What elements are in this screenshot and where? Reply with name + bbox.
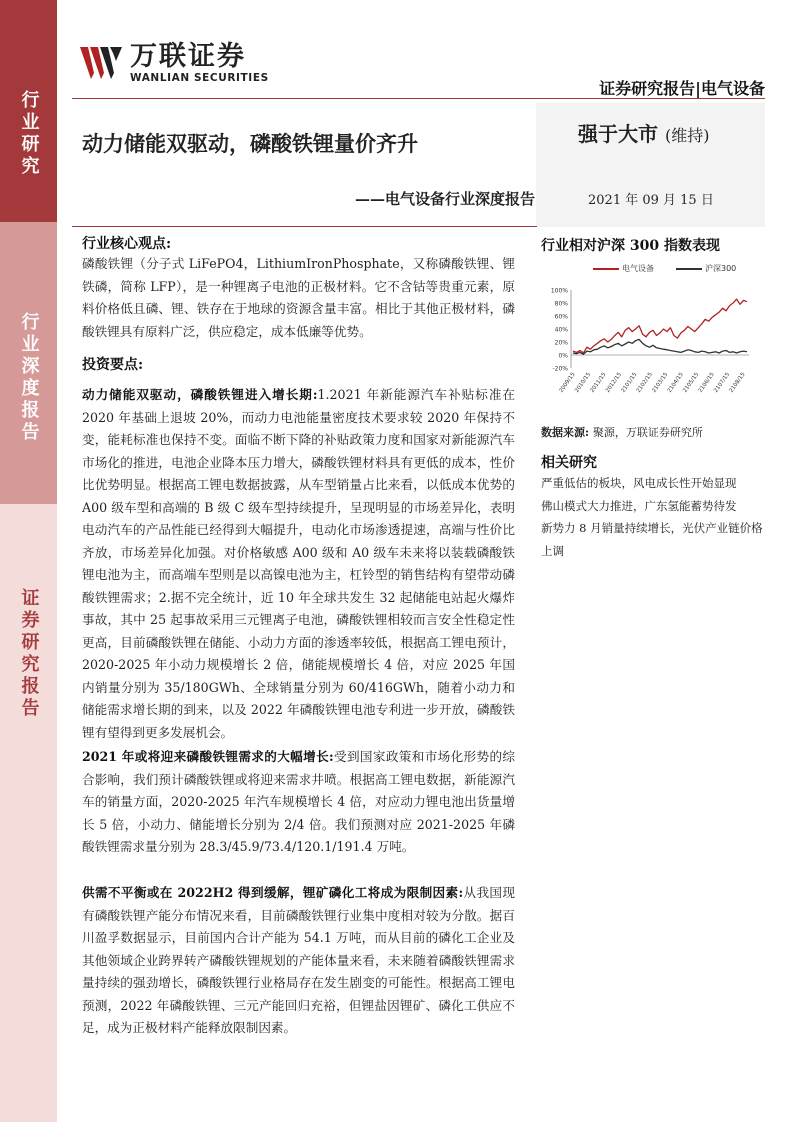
related-item[interactable]: 严重低估的板块，风电成长性开始显现 bbox=[541, 476, 737, 490]
header-divider bbox=[72, 98, 765, 99]
sidebar-report-type bbox=[0, 222, 57, 504]
related-item[interactable]: 佛山模式大力推进，广东氢能蓄势待发 bbox=[541, 498, 737, 513]
legend-item bbox=[593, 263, 654, 274]
title-divider bbox=[72, 226, 537, 227]
y-tick-label: 60% bbox=[554, 313, 568, 321]
point-text: 从我国现有磷酸铁锂产能分布情况来看，目前磷酸铁锂行业集中度相对较为分散。据百川盈孚数据显示，目前国内合计产能为 54.1 万吨，而从目前的磷化工企业及其他领域企业跨界转产磷酸铁锂规划的产能体量来看，未来随着磷酸铁锂需求量持续的强劲增长，磷酸铁锂行业格局存在发生剧变的可能性。根据高工锂电预测，2022 年磷酸铁锂、三元产能回归充裕，但锂盐因锂矿、磷化工供应不足，成为正极材料产能释放限制因素。 bbox=[82, 885, 515, 1035]
point-title: 动力储能双驱动，磷酸铁锂进入增长期: bbox=[82, 387, 318, 402]
page-subtitle: ——电气设备行业深度报告 bbox=[354, 190, 535, 208]
x-tick-label: 2103/15 bbox=[651, 371, 670, 394]
legend-swatch-icon bbox=[593, 268, 619, 270]
y-tick-label: 80% bbox=[554, 300, 568, 308]
core-view-text: 磷酸铁锂（分子式 LiFePO4，LithiumIronPhosphate，又称磷酸铁锂、锂铁磷，简称 LFP），是一种锂离子电池的正极材料。它不含钴等贵重元素，原料价格低且磷、锂、铁存在于地球的资源含量丰富。相比于其他正极材料，磷酸铁锂具有原料广泛，供应稳定，成本低廉等优势。 bbox=[82, 256, 515, 339]
source-text: 聚源，万联证券研究所 bbox=[592, 426, 703, 439]
x-tick-label: 2012/15 bbox=[604, 371, 624, 394]
related-item[interactable]: 上调 bbox=[541, 543, 564, 558]
legend-label: 电气设备 bbox=[622, 264, 654, 273]
series-line-电气设备 bbox=[573, 299, 747, 353]
x-tick-label: 2011/15 bbox=[589, 371, 608, 394]
investment-heading: 投资要点: bbox=[82, 357, 144, 373]
y-tick-label: 0% bbox=[558, 352, 568, 360]
investment-point-3 bbox=[82, 882, 515, 1040]
point-title: 2021 年或将迎来磷酸铁锂需求的大幅增长: bbox=[82, 749, 334, 764]
page-title: 动力储能双驱动，磷酸铁锂量价齐升 bbox=[82, 131, 418, 156]
investment-section bbox=[82, 354, 515, 374]
logo-english: WANLIAN SECURITIES bbox=[130, 72, 269, 84]
sidebar bbox=[0, 0, 57, 1122]
sidebar-securities-research bbox=[0, 504, 57, 1122]
rating-label: 强于大市 bbox=[578, 122, 658, 146]
legend-swatch-icon bbox=[676, 268, 702, 270]
chart-source bbox=[541, 424, 769, 440]
core-view-heading: 行业核心观点: bbox=[82, 236, 172, 252]
y-tick-label: 100% bbox=[550, 287, 568, 295]
rating bbox=[578, 118, 709, 147]
related-heading: 相关研究 bbox=[541, 455, 597, 471]
x-tick-label: 2108/15 bbox=[728, 371, 747, 394]
sidebar-industry-research bbox=[0, 0, 57, 222]
point-text: 1.2021 年新能源汽车补贴标准在 2020 年基础上退坡 20%，而动力电池能量密度技术要求较 2020 年保持不变，能耗标准也保持不变。面临不断下降的补贴政策力度和国家对新能源汽车市场化的推进，电池企业降本压力增大，磷酸铁锂材料具有更低的成本，性价比优势明显。根据高工锂电数据披露，从车型销量占比来看，以低成本优势的 A00 级车型和高端的 B 级 C 级车型持续提升，呈现明显的市场差异化，表明电动汽车的产品性能已经得到大幅提升，电动化市场渗透提速，高端与性价比齐放，市场差异化加强。对价格敏感 A00 级和 A0 级车未来将以装载磷酸铁锂电池为主，而高端车型则是以高镍电池为主，杠铃型的销售结构有望带动磷酸铁锂需求；2.据不完全统计，近 10 年全球共发生 32 起储能电站起火爆炸事故，其中 25 起事故采用三元锂离子电池，磷酸铁锂相较而言安全性稳定性更高，目前磷酸铁锂在储能、小动力方面的渗透率较低，根据高工锂电预计，2020-2025 年小动力规模增长 2 倍，储能规模增长 4 倍，对应 2025 年国内销量分别为 35/180GWh、全球销量分别为 60/416GWh，随着小动力和储能需求增长期的到来，以及 2022 年磷酸铁锂电池专利进一步开放，磷酸铁锂有望得到更多发展机会。 bbox=[82, 387, 515, 740]
x-tick-label: 2106/15 bbox=[697, 371, 716, 394]
source-label: 数据来源: bbox=[541, 426, 590, 439]
x-tick-label: 2101/15 bbox=[620, 371, 639, 394]
chart-section bbox=[541, 235, 769, 440]
related-item[interactable]: 新势力 8 月销量持续增长，光伏产业链价格 bbox=[541, 521, 763, 536]
logo-mark-icon bbox=[78, 43, 124, 83]
report-type-label: 证券研究报告|电气设备 bbox=[599, 79, 765, 98]
sidebar-label: 行业深度报告 bbox=[18, 312, 40, 444]
logo-chinese: 万联证券 bbox=[130, 41, 246, 72]
line-chart bbox=[541, 280, 769, 410]
x-tick-label: 2010/15 bbox=[574, 371, 593, 394]
x-tick-label: 2107/15 bbox=[713, 371, 732, 394]
x-tick-label: 2102/15 bbox=[635, 371, 654, 394]
point-title: 供需不平衡或在 2022H2 得到缓解，锂矿磷化工将成为限制因素: bbox=[82, 885, 464, 900]
report-date: 2021 年 09 月 15 日 bbox=[588, 193, 714, 208]
sidebar-label: 证券研究报告 bbox=[18, 588, 40, 720]
x-tick-label: 2104/15 bbox=[666, 371, 685, 394]
legend-label: 沪深300 bbox=[705, 264, 737, 273]
rating-status: (维持) bbox=[664, 126, 710, 145]
company-logo bbox=[78, 42, 269, 84]
y-tick-label: 20% bbox=[554, 339, 568, 347]
related-list bbox=[541, 472, 769, 562]
investment-point-2 bbox=[82, 746, 515, 859]
sidebar-label: 行业研究 bbox=[18, 90, 40, 178]
point-text: 受到国家政策和市场化形势的综合影响，我们预计磷酸铁锂或将迎来需求井喷。根据高工锂电数据，新能源汽车的销量方面，2020-2025 年汽车规模增长 4 倍，对应动力锂电池出货量增长 5 倍，小动力、储能增长分别为 2/4 倍。我们预测对应 2021-2025 年磷酸铁锂需求量分别为 28.3/45.9/73.4/120.1/191.4 万吨。 bbox=[82, 749, 515, 854]
y-tick-label: -20% bbox=[552, 365, 568, 373]
legend-item bbox=[676, 263, 736, 274]
chart-heading: 行业相对沪深 300 指数表现 bbox=[541, 238, 720, 254]
x-tick-label: 2105/15 bbox=[682, 371, 701, 394]
core-view-section bbox=[82, 233, 515, 343]
x-tick-label: 2009/15 bbox=[558, 371, 577, 394]
y-tick-label: 40% bbox=[554, 326, 568, 334]
related-research-section bbox=[541, 452, 769, 562]
investment-point-1 bbox=[82, 384, 515, 744]
chart-legend bbox=[593, 263, 769, 274]
